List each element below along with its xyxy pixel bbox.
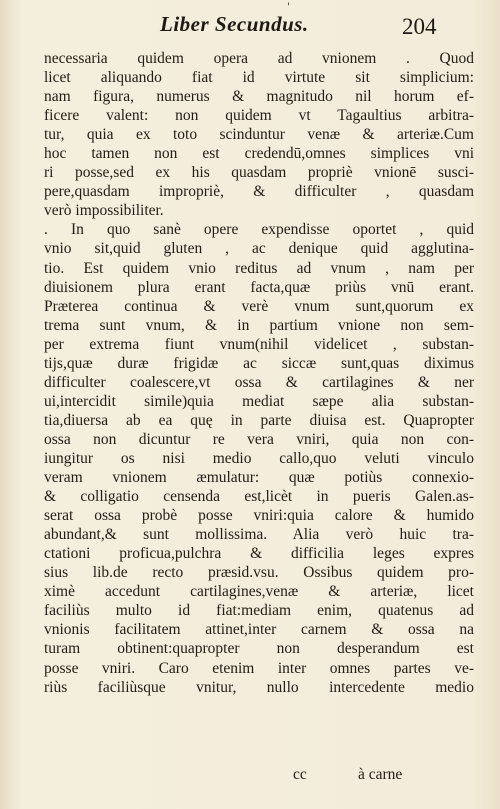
text-line: veram vnionem æmulatur: quæ potiùs connexio- xyxy=(44,469,474,487)
text-line: tur, quia ex toto scinduntur venæ & arteriæ.Cum xyxy=(44,126,474,144)
text-line: ossa non dicuntur re vera vniri, quia non con- xyxy=(44,430,474,448)
text-line: vnio sit,quid gluten , ac denique quid agglutina- xyxy=(44,240,474,258)
text-line: licet aliquando fiat id virtute sit simplicium: xyxy=(44,69,474,87)
text-line: ui,intercidit simile)quia mediat sæpe alia substan- xyxy=(44,392,474,410)
page-number: 204 xyxy=(402,14,437,39)
text-line: tijs,quæ duræ frigidæ ac siccæ sunt,quas diximus xyxy=(44,354,474,372)
text-line: per extrema fiunt vnum(nihil videlicet , substan- xyxy=(44,335,474,353)
text-line: pere,quasdam impropriè, & difficulter , quasdam xyxy=(44,183,474,201)
text-line: sius lib.de recto præsid.vsu. Ossibus quidem pro- xyxy=(44,564,474,582)
text-line: tia,diuersa ab ea quę in parte diuisa est. Quapropter xyxy=(44,411,474,429)
text-line: necessaria quidem opera ad vnionem . Quod xyxy=(44,50,474,67)
text-line: nam figura, numerus & magnitudo nil horum ef- xyxy=(44,88,474,106)
text-line: ximè accedunt cartilagines,venæ & arteriæ, licet xyxy=(44,583,474,601)
text-line: & colligatio censenda est,licèt in pueris Galen.as- xyxy=(44,488,474,506)
text-line: riùs faciliùsque vnitur, nullo intercedente medio xyxy=(44,678,474,696)
printer-mark: ' xyxy=(287,2,290,13)
running-head: Liber Secundus. xyxy=(160,12,309,36)
text-line: ri posse,sed ex his quasdam propriè vnionē susci- xyxy=(44,164,474,182)
text-line: trema sunt vnum, & in partium vnione non sem- xyxy=(44,316,474,334)
catchword: à carne xyxy=(358,766,403,783)
text-line: iungitur os nisi medio callo,quo veluti vinculo xyxy=(44,449,474,467)
text-line: diuisionem plura erant facta,quæ priùs vnū erant. xyxy=(44,278,474,296)
text-line: hoc tamen non est credendū,omnes simplices vni xyxy=(44,145,474,163)
text-line: verò impossibiliter. xyxy=(44,202,164,220)
text-line: turam obtinent:quapropter non desperandum est xyxy=(44,640,474,658)
text-line: Præterea continua & verè vnum sunt,quorum ex xyxy=(44,297,474,315)
text-line: faciliùs multo id fiat:mediam enim, quatenus ad xyxy=(44,602,474,620)
text-line: serat ossa probè posse vniri:quia calore & humido xyxy=(44,507,474,525)
text-line: ctationi proficua,pulchra & difficilia leges expres xyxy=(44,545,474,563)
signature-mark: cc xyxy=(293,766,307,783)
body-text xyxy=(44,49,474,697)
text-line: posse vniri. Caro etenim inter omnes partes ve- xyxy=(44,659,474,677)
text-line: difficulter coalescere,vt ossa & cartilagines & ner xyxy=(44,373,474,391)
text-line: ficere valent: non quidem vt Tagaultius arbitra- xyxy=(44,107,474,125)
text-line: abundant,& sunt mollissima. Alia verò huic tra- xyxy=(44,526,474,544)
text-line: . In quo sanè opere expendisse oportet , quid xyxy=(44,221,474,239)
text-line: vnionis facilitatem attinet,inter carnem & ossa na xyxy=(44,621,474,639)
text-line: tio. Est quidem vnio reditus ad vnum , nam per xyxy=(44,259,474,277)
